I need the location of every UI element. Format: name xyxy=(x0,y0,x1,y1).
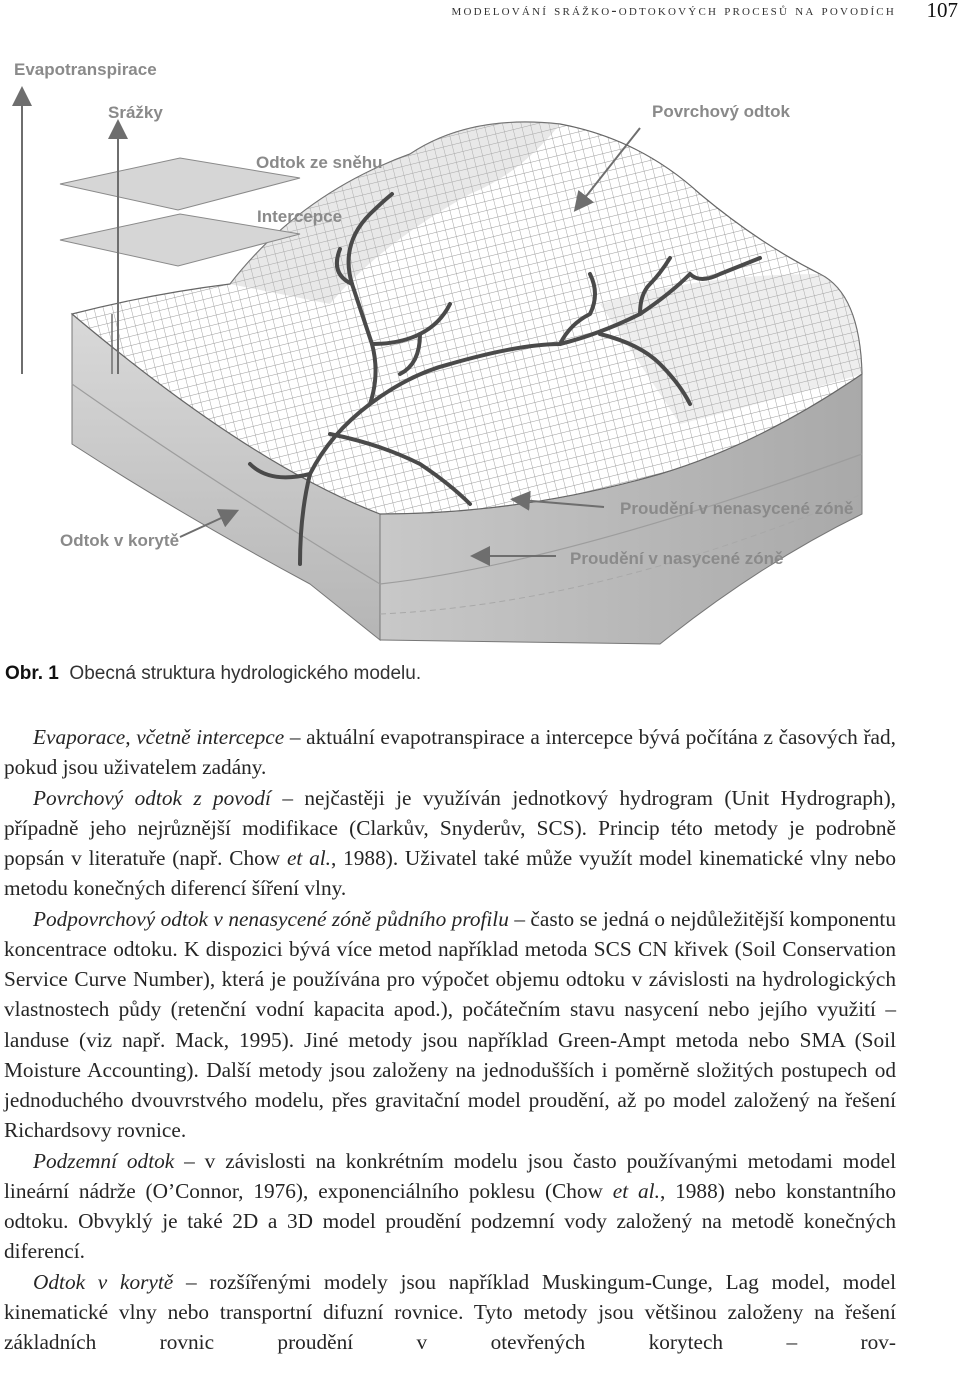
paragraph-povrchovy-odtok: Povrchový odtok z povodí – nejčastěji je využíván jednotkový hydrogram (Unit Hydrograph), případně jeho nejrůznější modifikace (Clarkův, Snyderův, SCS). Princip této metody je podrobně popsán v literatuře (např. Chow et al., 1988). Uživatel také může využít model kinematické vlny nebo metodu konečných diferencí šíření vlny. xyxy=(4,785,896,901)
figure-caption xyxy=(5,663,421,685)
term-evaporace: Evaporace, včetně intercepce xyxy=(33,725,285,749)
term-podpovrchovy-odtok: Podpovrchový odtok v nenasycené zóně půdního profilu xyxy=(33,906,509,931)
term-povrchovy-odtok: Povrchový odtok z povodí xyxy=(33,785,271,810)
term-odtok-v-koryte: Odtok v korytě xyxy=(33,1269,174,1294)
label-odtok-ze-snehu: Odtok ze sněhu xyxy=(256,153,383,172)
label-srazky: Srážky xyxy=(108,103,163,122)
running-title: modelování srážko-odtokových procesů na povodích xyxy=(451,2,896,19)
figure-hydrological-model xyxy=(0,44,900,656)
label-proudeni-nenasycene: Proudění v nenasycené zóně xyxy=(620,499,854,518)
paragraph-evaporace: Evaporace, včetně intercepce – aktuální evapotranspirace a intercepce bývá počítána z časových řad, pokud jsou uživatelem zadány. xyxy=(4,725,896,780)
caption-label: Obr. 1 xyxy=(5,663,59,684)
paragraph-odtok-v-koryte: Odtok v korytě – rozšířenými modely jsou například Muskingum-Cunge, Lag model, model kinematické vlny nebo transportní difuzní rovnice. Tyto metody jsou většinou založeny na řešení základních rovnic proudění v otevřených korytech – rov- xyxy=(4,1269,897,1354)
paragraph-podzemni-odtok: Podzemní odtok – v závislosti na konkrétním modelu jsou často používanými metodami model lineární nádrže (O’Connor, 1976), exponenciálního poklesu (Chow et al., 1988) nebo konstantního odtoku. Obvyklý je také 2D a 3D model proudění podzemní vody založený na metodě konečných diferencí. xyxy=(4,1148,896,1264)
running-header xyxy=(0,0,960,30)
paragraph-podpovrchovy-odtok: Podpovrchový odtok v nenasycené zóně půdního profilu – často se jedná o nejdůležitější komponentu koncentrace odtoku. K dispozici bývá více metod například metoda SCS CN křivek (Soil Conservation Service Curve Number), která je používána pro výpočet objemu odtoku v závislosti na hydrologických vlastnostech půdy (retenční vodní kapacita apod.), počátečním stavu nasycení nebo jejího využití – landuse (viz např. Mack, 1995). Jiné metody jsou například Green-Ampt metoda nebo SMA (Soil Moisture Accounting). Další metody jsou založeny na jednodušších i poměrně složitých postupech od jednoduchého dvouvrstvého modelu, přes gravitační model proudění, až po model založený na řešení Richardsovy rovnice. xyxy=(4,906,896,1143)
figure-diagram xyxy=(0,44,900,656)
label-proudeni-nasycene: Proudění v nasycené zóně xyxy=(570,549,784,568)
label-povrchovy-odtok: Povrchový odtok xyxy=(652,102,790,121)
body-text xyxy=(4,722,896,1357)
label-intercepce: Intercepce xyxy=(257,207,343,226)
term-podzemni-odtok: Podzemní odtok xyxy=(33,1148,175,1173)
caption-text: Obecná struktura hydrologického modelu. xyxy=(69,663,422,684)
page-number: 107 xyxy=(926,0,958,22)
label-odtok-v-koryte: Odtok v korytě xyxy=(60,531,180,550)
label-evapotranspirace: Evapotranspirace xyxy=(14,60,157,79)
